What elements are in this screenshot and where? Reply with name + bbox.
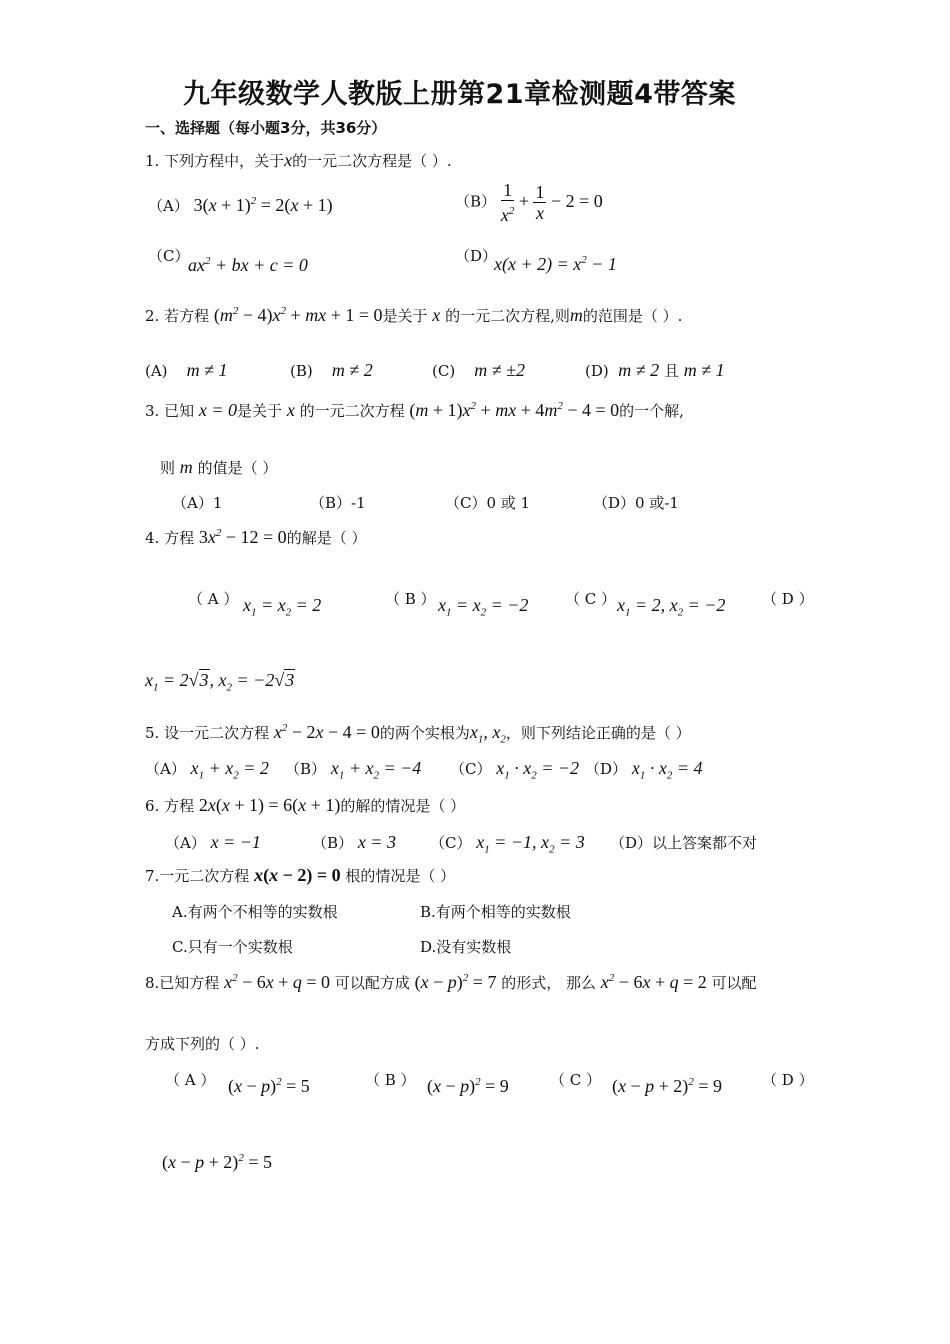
q8-option-a-formula: $(x - p)^2 = 5$ [228,1076,310,1096]
question-4-stem: 4. 方程 $3x^2 - 12 = 0$的解是（ ） [145,527,367,547]
q8-option-d-formula: $(x - p + 2)^2 = 5$ [162,1152,272,1172]
q8-option-c-formula: $(x - p + 2)^2 = 9$ [612,1076,722,1096]
q4-option-c: （ C ） [565,590,617,608]
q8-option-a: （ A ） [165,1071,216,1089]
q8-option-b: （ B ） [365,1071,416,1089]
question-1-stem: 1. 下列方程中，关于x的一元二次方程是（ ）. [145,150,452,170]
q5-option-d: （D） $x_1 \cdot x_2 = 4$ [585,758,703,782]
q1-option-c: （C） [148,247,190,265]
question-6-stem: 6. 方程 2x(x + 1) = 6(x + 1)的解的情况是（ ） [145,795,466,815]
question-5-stem: 5. 设一元二次方程 $x^2 - 2x - 4 = 0$的两个实根为$x_1$, $x_2$，则下列结论正确的是（ ） [145,722,691,746]
q3-option-b: （B）-1 [310,494,366,512]
q6-option-b: （B） x = 3 [312,832,396,852]
q7-option-b: B.有两个相等的实数根 [420,903,571,921]
q1-option-d-formula: $x(x + 2) = x^2 - 1$ [494,254,617,274]
section-heading: 一、选择题（每小题3分，共36分） [145,119,387,137]
q2-option-a: (A) m ≠ 1 [145,360,228,380]
question-3-stem: 3. 已知 x = 0是关于 x 的一元二次方程 $(m + 1)x^2$ + mx + $4m^2 - 4 = 0$的一个解, [145,400,684,420]
q7-option-a: A.有两个不相等的实数根 [172,903,338,921]
q3-option-a: （A）1 [172,494,223,512]
q4-option-a: （ A ） [188,590,239,608]
q5-option-c: （C） $x_1 \cdot x_2 = -2$ [450,758,580,782]
q8-option-c: （ C ） [550,1071,602,1089]
q7-option-c: C.只有一个实数根 [172,938,293,956]
q6-option-a: （A） x = −1 [165,832,261,852]
q1-option-a: （A） $3(x + 1)^2 = 2(x + 1)$ [148,195,333,215]
q8-option-b-formula: $(x - p)^2 = 9$ [427,1076,509,1096]
q8-option-d: （ D ） [762,1071,814,1089]
question-7-stem: 7.一元二次方程 x(x − 2) = 0 根的情况是（ ） [145,865,456,885]
q5-option-a: （A） $x_1 + x_2 = 2$ [145,758,269,782]
q4-option-a-formula: $x_1 = x_2 = 2$ [243,595,322,619]
q4-option-c-formula: $x_1 = 2$, $x_2 = -2$ [617,595,726,619]
q1-option-b: （B） $\frac{1}{x^2}$ + $\frac{1}{x}$ − 2 = 0 [455,180,603,225]
question-3-line2: 则 m 的值是（ ） [160,457,278,477]
q4-option-b-formula: $x_1 = x_2 = -2$ [438,595,529,619]
q7-option-d: D.没有实数根 [420,938,512,956]
q4-option-d: （ D ） [762,590,814,608]
q1-option-c-formula: $ax^2$ + bx + c = 0 [188,255,308,275]
q4-option-d-formula: $x_1 = 2√3$, $x_2 = -2√3$ [145,670,295,694]
q6-option-c: （C） $x_1 = -1$, $x_2 = 3$ [430,832,585,856]
q2-option-c: (C) m ≠ ±2 [432,360,526,380]
question-8-stem: 8.已知方程 $x^2 - 6x + q = 0$ 可以配方成 $(x - p)^2 = 7$ 的形式， 那么 $x^2 - 6x + q = 2$ 可以配 [145,972,757,992]
q6-option-d: （D）以上答案都不对 [610,834,758,852]
q2-option-b: (B) m ≠ 2 [290,360,373,380]
q3-option-c: （C）0 或 1 [445,494,531,512]
q3-option-d: （D）0 或-1 [593,494,679,512]
q1-option-d: （D） [455,247,498,265]
q2-option-d: (D) m ≠ 2 且 m ≠ 1 [585,360,725,380]
q5-option-b: （B） $x_1 + x_2 = -4$ [285,758,422,782]
page-title: 九年级数学人教版上册第21章检测题4带答案 [183,79,736,110]
question-8-line2: 方成下列的（ ）. [145,1035,260,1053]
question-2-stem: 2. 若方程 $(m^2 - 4)x^2$ + mx + 1 = 0是关于 x 的一元二次方程,则m的范围是（ ）. [145,305,683,325]
q4-option-b: （ B ） [385,590,436,608]
